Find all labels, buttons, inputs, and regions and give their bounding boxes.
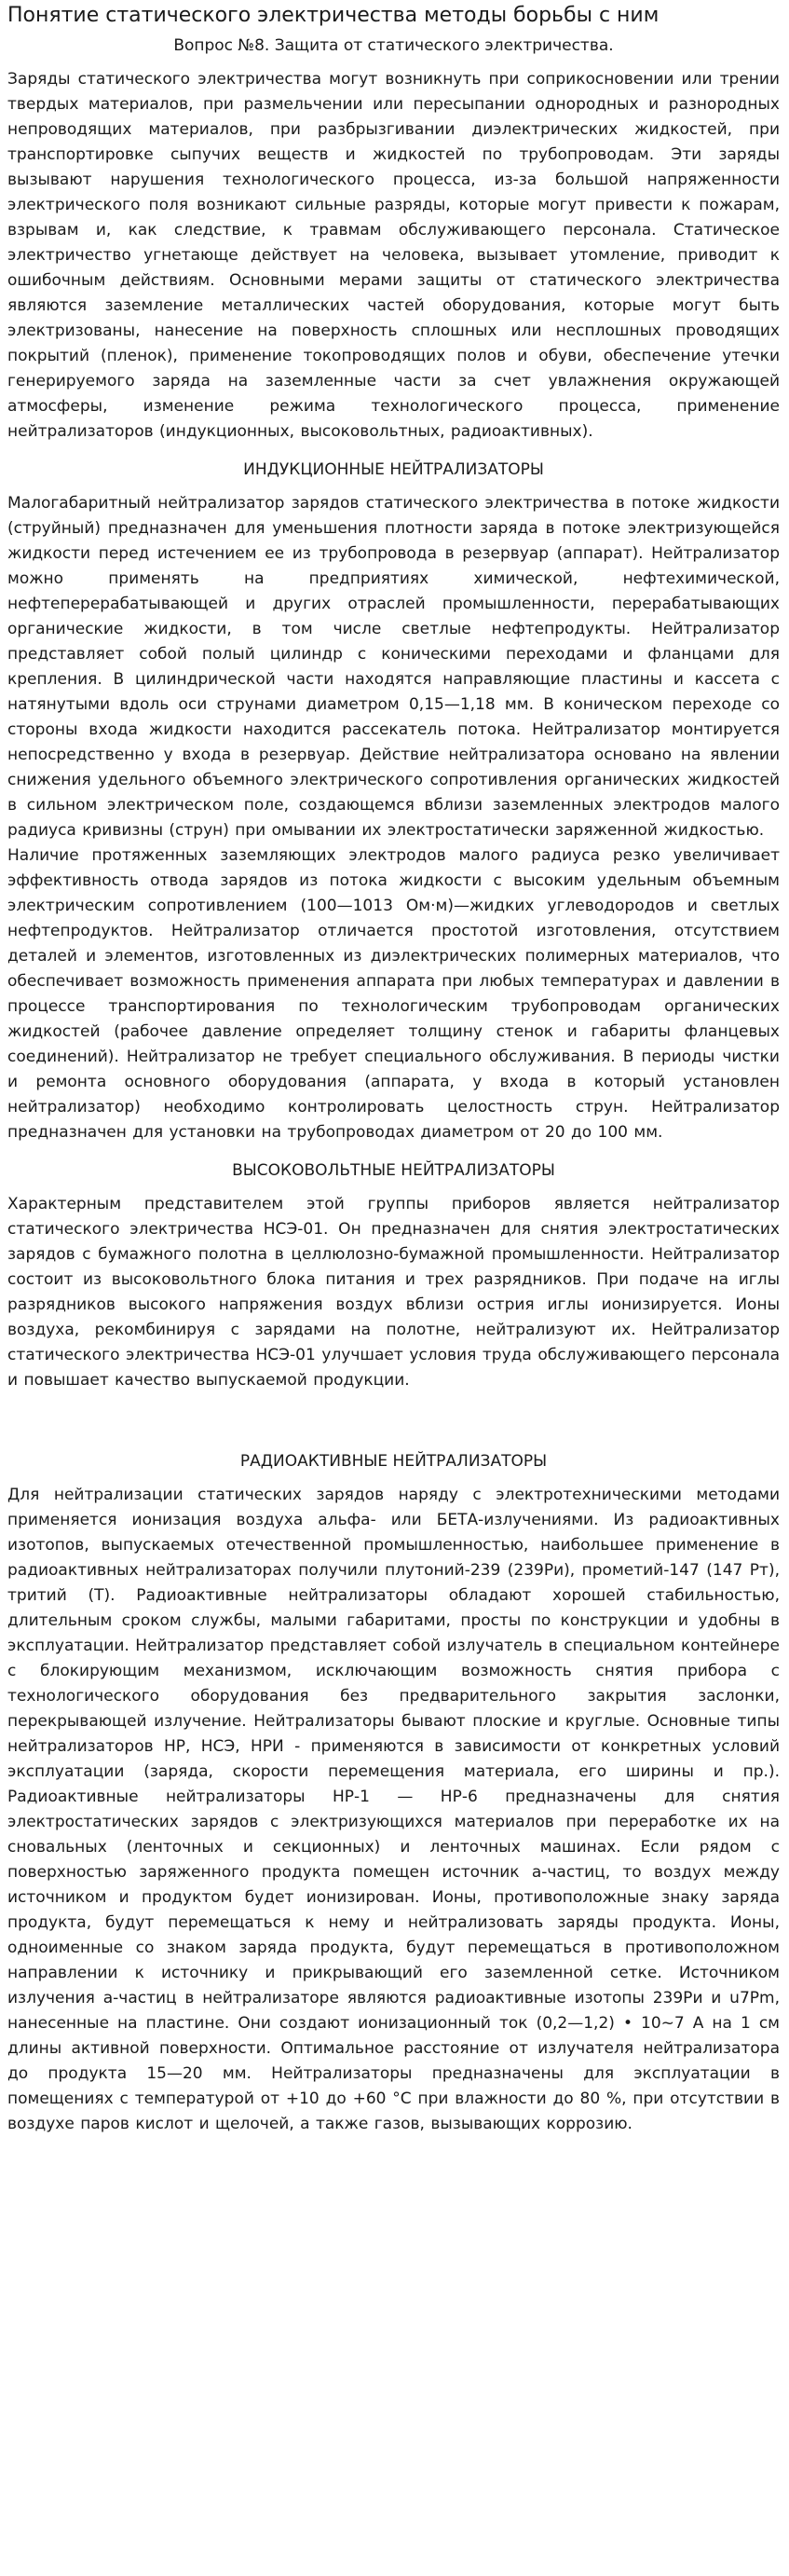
paragraph: Характерным представителем этой группы приборов является нейтрализатор статического электричества НСЭ-01. Он предназначен для снятия электростатических зарядов с бумажного полотна в целлюлозно-бумажной промышленности. Нейтрализатор состоит из высоковольтного блока питания и трех разрядников. При подаче на иглы разрядников высокого напряжения воздух вблизи острия иглы ионизируется. Ионы воздуха, рекомбинируя с зарядами на полотне, нейтрализуют их. Нейтрализатор статического электричества НСЭ-01 улучшает условия труда обслуживающего персонала и повышает качество выпускаемой продукции. bbox=[7, 1195, 780, 1390]
paragraph: Наличие протяженных заземляющих электродов малого радиуса резко увеличивает эффективность отвода зарядов из потока жидкости с высоким удельным объемным электрическим сопротивлением (100—1013 Ом·м)—жидких углеводородов и светлых нефтепродуктов. Нейтрализатор отличается простотой изготовления, отсутствием деталей и элементов, изготовленных из диэлектрических полимерных материалов, что обеспечивает возможность применения аппарата при любых температурах и давлении в процессе транспортирования по технологическим трубопроводам органических жидкостей (рабочее давление определяет толщину стенок и габариты фланцевых соединений). Нейтрализатор не требует специального обслуживания. В периоды чистки и ремонта основного оборудования (аппарата, у входа в который установлен нейтрализатор) необходимо контролировать целостность струн. Нейтрализатор предназначен для установки на трубопроводах диаметром от 20 до 100 мм. bbox=[7, 846, 780, 1142]
paragraph: Малогабаритный нейтрализатор зарядов статического электричества в потоке жидкости (струйный) предназначен для уменьшения плотности заряда в потоке электризующейся жидкости перед истечением ее из трубопровода в резервуар (аппарат). Нейтрализатор можно применять на предприятиях химической, нефтехимической, нефтеперерабатывающей и других отраслей промышленности, перерабатывающих органические жидкости, в том числе светлые нефтепродукты. Нейтрализатор представляет собой полый цилиндр с коническими переходами и фланцами для крепления. В цилиндрической части находятся направляющие пластины и кассета с натянутыми вдоль оси струнами диаметром 0,15—1,18 мм. В коническом переходе со стороны входа жидкости находится рассекатель потока. Нейтрализатор монтируется непосредственно у входа в резервуар. Действие нейтрализатора основано на явлении снижения удельного объемного электрического сопротивления органических жидкостей в сильном электрическом поле, создающемся вблизи заземленных электродов малого радиуса кривизны (струн) при омывании их электростатически заряженной жидкостью. bbox=[7, 494, 780, 840]
paragraph: Для нейтрализации статических зарядов наряду с электротехническими методами применяется ионизация воздуха альфа- или БЕТА-излучениями. Из радиоактивных изотопов, выпускаемых отечественной промышленностью, наибольшее применение в радиоактивных нейтрализаторах получили плутоний-239 (239Ри), прометий-147 (147 Рт), тритий (Т). Радиоактивные нейтрализаторы обладают хорошей стабильностью, длительным сроком службы, малыми габаритами, просты по конструкции и удобны в эксплуатации. Нейтрализатор представляет собой излучатель в специальном контейнере с блокирующим механизмом, исключающим возможность снятия прибора с технологического оборудования без предварительного закрытия заслонки, перекрывающей излучение. Нейтрализаторы бывают плоские и круглые. Основные типы нейтрализаторов НР, НСЭ, НРИ - применяются в зависимости от конкретных условий эксплуатации (заряда, скорости перемещения материала, его ширины и пр.). Радиоактивные нейтрализаторы НР-1 — НР-6 предназначены для снятия электростатических зарядов с электризующихся материалов при переработке их на сновальных (ленточных и секционных) и ленточных машинах. Если рядом с поверхностью заряженного продукта помещен источник а-частиц, то воздух между источником и продуктом будет ионизирован. Ионы, противоположные знаку заряда продукта, будут перемещаться к нему и нейтрализовать заряды продукта. Ионы, одноименные со знаком заряда продукта, будут перемещаться в противоположном направлении к источнику и прикрывающий его заземленной сетке. Источником излучения а-частиц в нейтрализаторе являются радиоактивные изотопы 239Ри и u7Pm, нанесенные на пластине. Они создают ионизационный ток (0,2—1,2) • 10~7 А на 1 см длины активной поверхности. Оптимальное расстояние от излучателя нейтрализатора до продукта 15—20 мм. Нейтрализаторы предназначены для эксплуатации в помещениях с температурой от +10 до +60 °С при влажности до 80 %, при отсутствии в воздухе паров кислот и щелочей, а также газов, вызывающих коррозию. bbox=[7, 1486, 780, 2133]
section-intro bbox=[7, 67, 780, 445]
section-high-voltage-neutralizers bbox=[7, 1158, 780, 1393]
page-title: Понятие статического электричества методы борьбы с ним bbox=[7, 4, 660, 27]
page-subtitle: Вопрос №8. Защита от статического электричества. bbox=[173, 36, 614, 55]
paragraph: Заряды статического электричества могут возникнуть при соприкосновении или трении твердых материалов, при размельчении или пересыпании однородных и разнородных непроводящих материалов, при разбрызгивании диэлектрических жидкостей, при транспортировке сыпучих веществ и жидкостей по трубопроводам. Эти заряды вызывают нарушения технологического процесса, из-за большой напряженности электрического поля возникают сильные разряды, которые могут привести к пожарам, взрывам и, как следствие, к травмам обслуживающего персонала. Статическое электричество угнетающе действует на человека, вызывает утомление, приводит к ошибочным действиям. Основными мерами защиты от статического электричества являются заземление металлических частей оборудования, которые могут быть электризованы, нанесение на поверхность сплошных или несплошных проводящих покрытий (пленок), применение токопроводящих полов и обуви, обеспечение утечки генерируемого заряда на заземленные части за счет увлажнения окружающей атмосферы, изменение режима технологического процесса, применение нейтрализаторов (индукционных, высоковольтных, радиоактивных). bbox=[7, 70, 780, 441]
section-induction-neutralizers bbox=[7, 458, 780, 1145]
section-heading: ВЫСОКОВОЛЬТНЫЕ НЕЙТРАЛИЗАТОРЫ bbox=[232, 1161, 555, 1180]
section-radioactive-neutralizers bbox=[7, 1449, 780, 2137]
section-heading: РАДИОАКТИВНЫЕ НЕЙТРАЛИЗАТОРЫ bbox=[239, 1452, 548, 1471]
section-heading: ИНДУКЦИОННЫЕ НЕЙТРАЛИЗАТОРЫ bbox=[243, 460, 544, 479]
